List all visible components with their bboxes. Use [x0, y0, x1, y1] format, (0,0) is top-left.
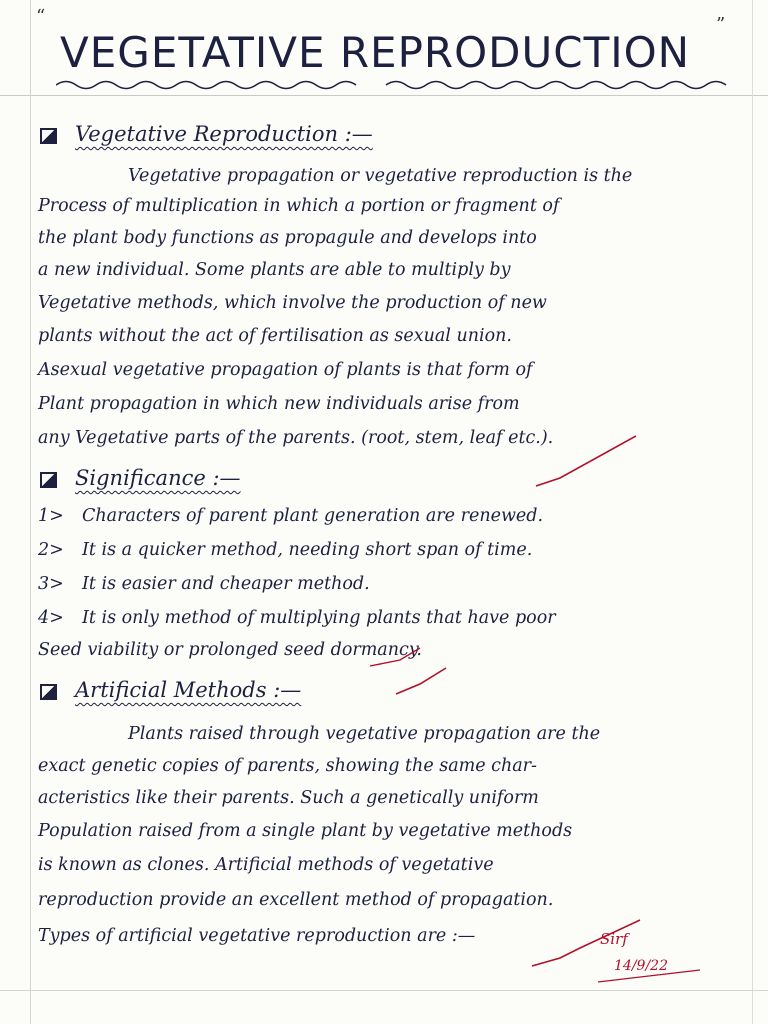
- opening-quote: “: [36, 6, 46, 27]
- teacher-signature: Sirf: [600, 930, 628, 948]
- list-item-continuation: Seed viability or prolonged seed dormancy.: [38, 640, 422, 660]
- heading-artificial-methods: Artificial Methods :—: [40, 678, 301, 702]
- page-title: VEGETATIVE REPRODUCTION: [60, 28, 691, 77]
- paragraph-line: Population raised from a single plant by vegetative methods: [38, 821, 573, 841]
- paragraph-line: Vegetative propagation or vegetative reproduction is the: [128, 166, 633, 186]
- paragraph-line: Process of multiplication in which a portion or fragment of: [38, 196, 560, 216]
- list-item: [38, 608, 556, 628]
- paragraph-line: the plant body functions as propagule and develops into: [38, 228, 537, 248]
- check-mark-icon: [396, 668, 446, 694]
- right-margin-line: [752, 0, 753, 1024]
- list-item-text: It is a quicker method, needing short span of time.: [82, 540, 533, 560]
- closing-quote: ”: [716, 14, 726, 35]
- list-item-text: It is easier and cheaper method.: [82, 574, 370, 594]
- list-number: 3>: [38, 574, 64, 594]
- paragraph-line: Plant propagation in which new individuals arise from: [38, 394, 520, 414]
- list-item-text: It is only method of multiplying plants that have poor: [82, 608, 556, 628]
- paragraph-line: Asexual vegetative propagation of plants is that form of: [38, 360, 533, 380]
- top-margin-line: [0, 95, 768, 96]
- paragraph-line: any Vegetative parts of the parents. (root, stem, leaf etc.).: [38, 428, 554, 448]
- paragraph-line: acteristics like their parents. Such a genetically uniform: [38, 788, 539, 808]
- title-wavy-underline: [56, 78, 736, 92]
- list-item: [38, 574, 370, 594]
- paragraph-line: plants without the act of fertilisation as sexual union.: [38, 326, 512, 346]
- list-item: [38, 540, 532, 560]
- list-item-text: Characters of parent plant generation are renewed.: [82, 506, 544, 526]
- paragraph-line: Vegetative methods, which involve the production of new: [38, 293, 547, 313]
- list-number: 1>: [38, 506, 64, 526]
- list-number: 4>: [38, 608, 64, 628]
- checkbox-bullet-icon: [40, 472, 57, 488]
- checkbox-bullet-icon: [40, 684, 57, 700]
- heading-vegetative-reproduction: Vegetative Reproduction :—: [40, 122, 373, 146]
- checkbox-bullet-icon: [40, 128, 57, 144]
- list-number: 2>: [38, 540, 64, 560]
- list-item: [38, 506, 543, 526]
- paragraph-line: reproduction provide an excellent method of propagation.: [38, 890, 554, 910]
- paragraph-line: Plants raised through vegetative propagation are the: [128, 724, 601, 744]
- paragraph-line: a new individual. Some plants are able to multiply by: [38, 260, 511, 280]
- paragraph-line: is known as clones. Artificial methods of vegetative: [38, 855, 494, 875]
- heading-significance: Significance :—: [40, 466, 241, 490]
- bottom-margin-line: [0, 990, 768, 991]
- paragraph-line: exact genetic copies of parents, showing the same char-: [38, 756, 537, 776]
- paragraph-line: Types of artificial vegetative reproduction are :—: [38, 926, 476, 946]
- left-margin-line: [30, 0, 31, 1024]
- signature-date: 14/9/22: [614, 958, 668, 974]
